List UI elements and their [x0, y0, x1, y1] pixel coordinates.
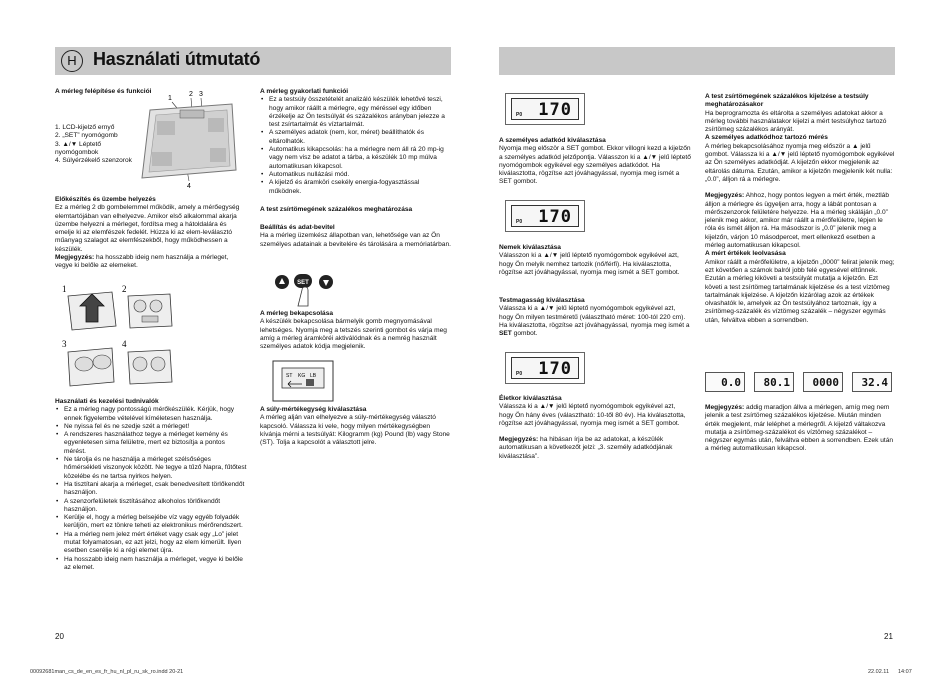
height-text-1: Válassza ki a ▲/▼ jelű léptető nyomógombok egyikével azt, hogy Ön milyen testméretű (választható méret: 100-tól 220 cm). Ha kiválasztotta, rögzítse azt jóváhagyással, nyomja meg ismét a	[499, 305, 690, 329]
fat-heading: A test zsírtömegének százalékos meghatározása	[260, 205, 413, 213]
callout-2: 2	[189, 91, 193, 98]
unit-heading: A súly-mértékegység kiválasztása	[260, 406, 367, 413]
lcd-value: 0000	[812, 376, 839, 389]
note-label: Megjegyzés:	[705, 192, 745, 200]
battery-note	[55, 254, 247, 271]
list-item: • Ez a mérleg nagy pontosságú mérőkészülék. Kérjük, hogy ennek figyelembe vételével kíméletesen használja.	[55, 406, 247, 423]
language-badge: H	[61, 50, 83, 72]
lcd-mini-4	[852, 372, 892, 392]
list-item: • Ne tárolja és ne használja a mérleget szélsőséges hőmérsékleti viszonyok között. Ne tegye a tűző Napra, fűtőtest közelébe és ne tartsa nyirkos helyen.	[55, 456, 247, 481]
age-section	[499, 395, 691, 461]
fat-display-section	[705, 93, 895, 325]
age-heading: Életkor kiválasztása	[499, 395, 562, 402]
care-list	[55, 406, 247, 572]
lcd-mini-2	[754, 372, 794, 392]
age-text: Válassza ki a ▲/▼ jelű léptető nyomógombok egyikével azt, hogy Ön hány éves (választható: 10-től 80 év). Ha kiválasztotta, rögzítse azt jóváhagyással, nyomja meg ismét a SET gombot.	[499, 403, 686, 427]
page-number-right: 21	[884, 632, 893, 641]
buttons-illustration	[272, 268, 344, 308]
height-heading: Testmagasság kiválasztása	[499, 297, 585, 304]
practice-list	[260, 96, 452, 196]
lcd-screen	[511, 357, 579, 379]
list-item: • A rendszeres használathoz tegye a mérleget kemény és egyenletesen sima felületre, mert ez biztosítja a pontos mérést.	[55, 431, 247, 456]
gender-text: Válasszon ki a ▲/▼ jelű léptető nyomógombok egyikével azt, hogy Ön melyik nemhez tartozik (nő/férfi). Ha kiválasztotta, rögzítse azt jóváhagyással, nyomja meg ismét a SET gombot.	[499, 252, 680, 276]
settings-heading: Beállítás és adat-bevitel	[260, 224, 335, 232]
battery-illustration	[60, 282, 178, 394]
list-item: • Ha hosszabb ideig nem használja a mérleget, vegye ki belőle az elemet.	[55, 556, 247, 573]
list-item: • Automatikus kikapcsolás: ha a mérlegre nem áll rá 20 mp-ig vagy nem visz be adatot a tárba, a készülék 10 mp múlva automatikusan kikapcsol.	[260, 146, 452, 171]
practice-heading: A mérleg gyakorlati funkciói	[260, 88, 349, 95]
callout-3: 3	[199, 91, 203, 98]
page-title: Használati útmutató	[93, 49, 261, 69]
footer-time: 14:07	[898, 669, 912, 675]
part-item: 4. Súlyérzékelő szenzorok	[55, 157, 132, 165]
note-text: ha hosszabb ideig nem használja a mérleget, vegye ki belőle az elemeket.	[55, 254, 229, 270]
read-heading: A mért értékek leolvasása	[705, 250, 786, 258]
part-item: 1. LCD-kijelző ernyő	[55, 124, 115, 131]
footer-file: 00092681man_cs_de_en_es_fr_hu_nl_pl_ru_sk_ro.indd 20-21	[30, 669, 184, 675]
settings-text: Ha a mérleg üzemkész állapotban van, lehetősége van az Ön személyes adatainak a bevitelére és tárolására a memóriatárban.	[260, 232, 451, 248]
lcd-value: 170	[538, 359, 572, 379]
parts-heading: A mérleg felépítése és funkciói	[55, 88, 152, 95]
header-bar-right	[499, 47, 895, 75]
list-item: • A szenzorfelületek tisztításához alkoholos törlőkendőt használjon.	[55, 498, 247, 515]
lcd-value: 80.1	[763, 376, 790, 389]
switchon-section	[260, 310, 452, 351]
list-item: • Ez a testsúly összetételét analizáló készülék lehetővé teszi, hogy amikor ráállt a mérlegre, egy méréssel egy időben érzékelje az Ön testsúlyát és százalékos arányban jelezze a test zsírtartalmát és víztartalmát.	[260, 96, 452, 129]
note-text: Ahhoz, hogy pontos legyen a mért érték, meztláb álljon a mérlegre és ügyeljen arra, hogy a lábát pontosan a mérőszenzorok felületére helyezze. Ha a mérleg skáláján „0.0” jelenik meg akkor, amikor már ráállt a mérőfelületre, lépjen le róla és ismét álljon rá. Ha másodszor is „0.0” jelenik meg a kijelzőn, várjon 10 másodpercet, mert ellenkező esetben a mérleg automatikusan kikapcsol.	[705, 192, 889, 250]
lcd-value: 170	[538, 100, 572, 120]
lcd-value: 0.0	[721, 376, 741, 389]
unit-section	[260, 406, 452, 447]
part-item: 3. ▲/▼ Léptető	[55, 140, 102, 148]
lcd-mini-1	[705, 372, 745, 392]
fig-label-2: 2	[122, 284, 127, 294]
measure-heading: A személyes adatkódhoz tartozó mérés	[705, 134, 828, 142]
setup-text: Ez a mérleg 2 db gombelemmel működik, amely a mérőegység elemtartójában van elhelyezve. Amikor első alkalommal akarja üzembe helyezni a mérleget, fordítsa meg a hátoldalára és emelje ki az elemfészek fedelét. Húzza ki az elem-leválasztó műanyag szalagot az elemfészekből, hogy működhessen a készülék.	[55, 204, 240, 253]
scale-illustration	[132, 88, 244, 190]
setup-heading: Előkészítés és üzembe helyezés	[55, 196, 156, 203]
gender-heading: Nemek kiválasztása	[499, 244, 561, 251]
list-item: • Ne nyissa fel és ne szedje szét a mérleget!	[55, 423, 247, 431]
fat-display-heading: A test zsírtömegének százalékos kijelzése a testsúly meghatározásakor	[705, 93, 869, 109]
unit-label-lb: LB	[310, 373, 317, 379]
list-item: • Ha tisztítani akarja a mérleget, csak benedvesített törlőkendőt használjon.	[55, 481, 247, 498]
height-text	[499, 305, 691, 338]
set-button-label: SET	[297, 280, 309, 286]
care-heading: Használati és kezelési tudnivalók	[55, 398, 159, 405]
lcd-screen	[511, 98, 579, 120]
unit-label-st: ST	[286, 373, 293, 379]
lcd-display-age	[505, 352, 585, 384]
callout-4: 4	[187, 183, 191, 190]
callout-1: 1	[168, 95, 172, 102]
list-item: • Ha a mérleg nem jelez mért értéket vagy csak egy „Lo” jelet mutat folyamatosan, ez azt jelzi, hogy az elem kimerült. Ilyen esetben cserélje ki a régi elemet újra.	[55, 531, 247, 556]
note-label: Megjegyzés:	[705, 404, 745, 411]
lcd-screen	[511, 205, 579, 227]
switchon-heading: A mérleg bekapcsolása	[260, 310, 334, 317]
lcd-tag: P0	[516, 112, 523, 118]
fig-label-4: 4	[122, 339, 127, 349]
note-label: Megjegyzés:	[55, 254, 95, 262]
lcd-value: 170	[538, 207, 572, 227]
switchon-text: A készülék bekapcsolása bármelyik gomb megnyomásával lehetséges. Nyomja meg a tetszés szerinti gombot és várja meg amíg a mérleg áramköréi aktiválódnak és a nemrég használt személyes adatok kódja megjelenik.	[260, 318, 447, 351]
user-section	[499, 137, 691, 187]
height-section	[499, 297, 691, 338]
list-item: • A személyes adatok (nem, kor, méret) beállíthatók és eltárolhatók.	[260, 129, 452, 146]
gender-section	[499, 244, 691, 277]
part-item: nyomógombok	[55, 148, 99, 156]
measure-text: A mérleg bekapcsolásához nyomja meg először a ▲ jelű gombot. Válassza ki a ▲/▼ jelű léptető nyomógombok egyikével az Ön személyes adatkódját. A kijelzőn ekkor megjelenik az eltárolás dátuma. Ezután, amikor a kijelzőn megjelenik két nulla: „0.0”, álljon rá a mérlegre.	[705, 142, 895, 183]
measure-note	[705, 192, 895, 250]
fig-label-3: 3	[62, 339, 67, 349]
lcd-tag: P0	[516, 371, 523, 377]
care-section	[55, 398, 247, 572]
setup-section	[55, 196, 247, 271]
parts-list	[55, 124, 135, 165]
read-note	[705, 404, 895, 454]
data-note	[499, 436, 691, 461]
list-item: • Automatikus nullázási mód.	[260, 171, 452, 179]
part-item: 2. „SET” nyomógomb	[55, 132, 118, 140]
unit-label-kg: KG	[298, 373, 306, 379]
read-note-section	[705, 404, 895, 454]
lcd-tag: P0	[516, 219, 523, 225]
fat-display-text: Ha beprogramozta és eltárolta a személyes adatokat akkor a mérleg további használatakor kijelzi a mért testsúlyhoz tartozó zsírtömeg százalékos arányát.	[705, 109, 887, 134]
user-heading: A személyes adatkód kiválasztása	[499, 137, 606, 144]
user-text: Nyomja meg először a SET gombot. Ekkor villogni kezd a kijelzőn a személyes adatkód jelzőpontja. Válasszon ki a ▲/▼ jelű léptető nyomógombok egyikével egy személyes adatkódot. Ha kiválasztotta, rögzítse azt jóváhagyással, nyomja meg ismét a SET gombot.	[499, 145, 691, 186]
fig-label-1: 1	[62, 284, 67, 294]
lcd-mini-3	[803, 372, 843, 392]
list-item: • A kijelző és áramköri csekély energia-fogyasztással működnek.	[260, 179, 452, 196]
unit-text: A mérleg alján van elhelyezve a súly-mértékegység választó kapcsoló. Válassza ki vele, hogy milyen mértékegységben kívánja mérni a testsúlyát: Kilogramm (kg) Pound (lb) vagy Stone (ST). Tolja a kapcsolót a választott jelre.	[260, 414, 450, 447]
list-item: • Kerülje el, hogy a mérleg belsejébe víz vagy egyéb folyadék kerüljön, mert ez tönkre teheti az elektronikus mérőrendszert.	[55, 514, 247, 531]
read-text: Amikor ráállt a mérőfelületre, a kijelzőn „0000” felirat jelenik meg; ezt követően a számok balról jobb felé egyesével eltűnnek. Ezután a mérleg kiköveti a testsúlyát mutatja a kijelzőn. Ezt követi a test zsírtömeg tartalmának kijelzése és a test víztömeg tartalmának kijelzése. A kijelzőn kizárólag azok az értékek olvashatók le, amelyek az Ön testsúlyához tartoznak, így a zsírtömeg-százalék és víztömeg százalék – négyszer egymás után, felváltva ebben a sorrendben.	[705, 258, 895, 324]
note-text: ha hibásan írja be az adatokat, a készülék automatikusan a következőt jelzi: „3. személy adatkódjának kiválasztása”.	[499, 436, 673, 460]
footer-date: 22.02.11	[868, 669, 890, 675]
unit-switch-illustration	[272, 360, 334, 402]
note-label: Megjegyzés:	[499, 436, 539, 444]
height-set: SET	[499, 330, 512, 338]
lcd-value: 32.4	[861, 376, 888, 389]
lcd-display-gender	[505, 200, 585, 232]
lcd-display-user	[505, 93, 585, 125]
header-bar-left	[55, 47, 451, 75]
practice-section	[260, 88, 452, 249]
height-text-2: gombot.	[511, 330, 538, 338]
page-number-left: 20	[55, 632, 64, 641]
note-text: addig maradjon állva a mérlegen, amíg meg nem jelenik a test zsírtömeg százalékos kijelzése. Miután minden érték megjelent, már leléphet a mérlegről. A kijelző váltakozva mutatja a zsírtömeg-százalékot és víztömeg százalékot – négyszer egymás után, felváltva ebben a sorrendben. Ezek után a mérleg automatikusan kikapcsol.	[705, 404, 894, 453]
